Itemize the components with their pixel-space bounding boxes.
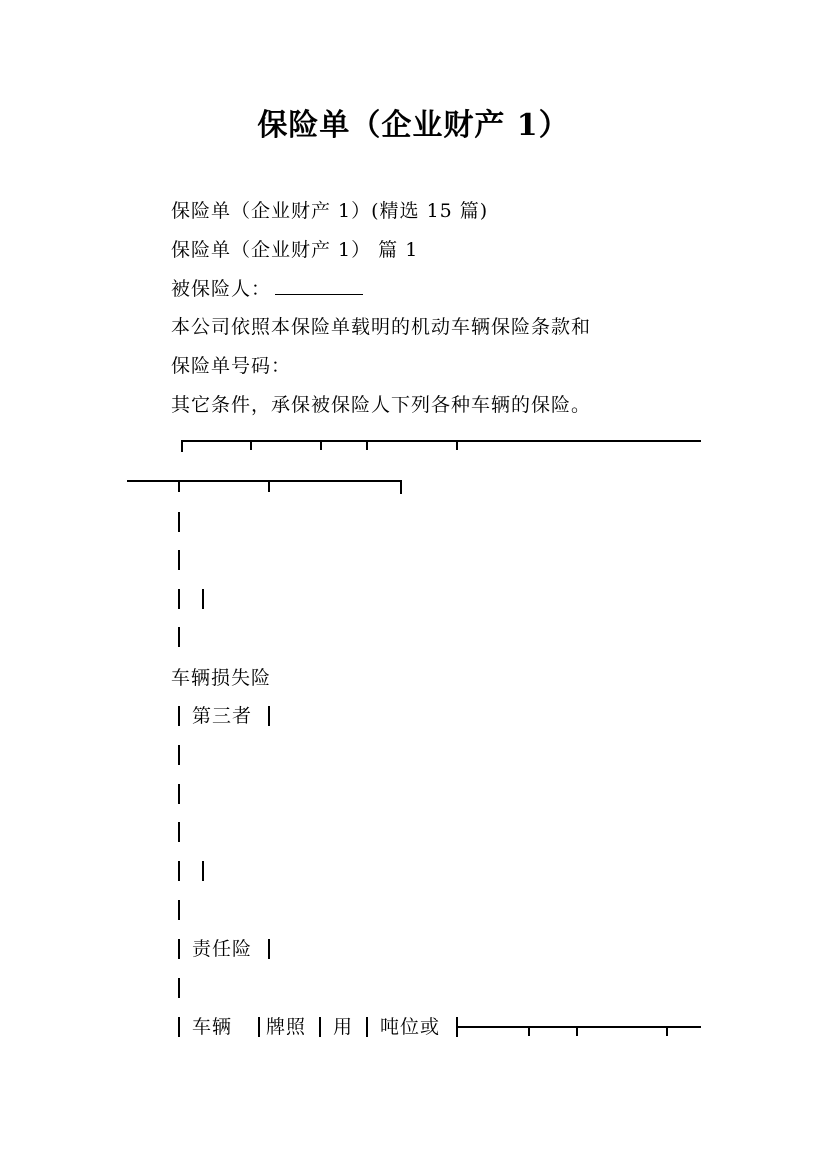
- table-border-vertical: [268, 939, 270, 959]
- text-line: 本公司依照本保险单载明的机动车辆保险条款和: [171, 316, 592, 338]
- table-border-vertical: [178, 589, 180, 609]
- table-border-vertical: [178, 550, 180, 570]
- table-border-vertical: [178, 978, 180, 998]
- section-vehicle-loss: 车辆损失险: [171, 667, 272, 689]
- text-line: 其它条件，承保被保险人下列各种车辆的保险。: [171, 394, 592, 416]
- table-border-vertical: [202, 589, 204, 609]
- text-line: 保险单（企业财产 1） 篇 1: [171, 239, 419, 261]
- cell-liability: 责任险: [192, 938, 253, 960]
- header-use: 用: [333, 1016, 354, 1038]
- table-border-vertical: [202, 861, 204, 881]
- insured-blank: [275, 276, 363, 295]
- header-plate: 牌照: [266, 1016, 307, 1038]
- cell-third-party: 第三者: [192, 705, 253, 727]
- table-border-vertical: [178, 627, 180, 647]
- table-border-vertical: [178, 784, 180, 804]
- table-border-vertical: [178, 512, 180, 532]
- insured-label: 被保险人：: [171, 278, 272, 300]
- header-tonnage: 吨位或: [380, 1016, 441, 1038]
- text-line: 保险单（企业财产 1）(精选 15 篇): [171, 200, 489, 222]
- table-border-vertical: [268, 706, 270, 726]
- policy-number-label: 保险单号码：: [171, 355, 292, 377]
- table-border-vertical: [178, 861, 180, 881]
- table-border-vertical: [178, 745, 180, 765]
- table-border-vertical: [178, 822, 180, 842]
- table-border-vertical: [178, 900, 180, 920]
- insured-line: [171, 276, 363, 302]
- table-border-vertical: [178, 939, 180, 959]
- header-vehicle: 车辆: [192, 1016, 233, 1038]
- table-border-vertical: [178, 706, 180, 726]
- document-title: 保险单（企业财产 1）: [257, 108, 570, 143]
